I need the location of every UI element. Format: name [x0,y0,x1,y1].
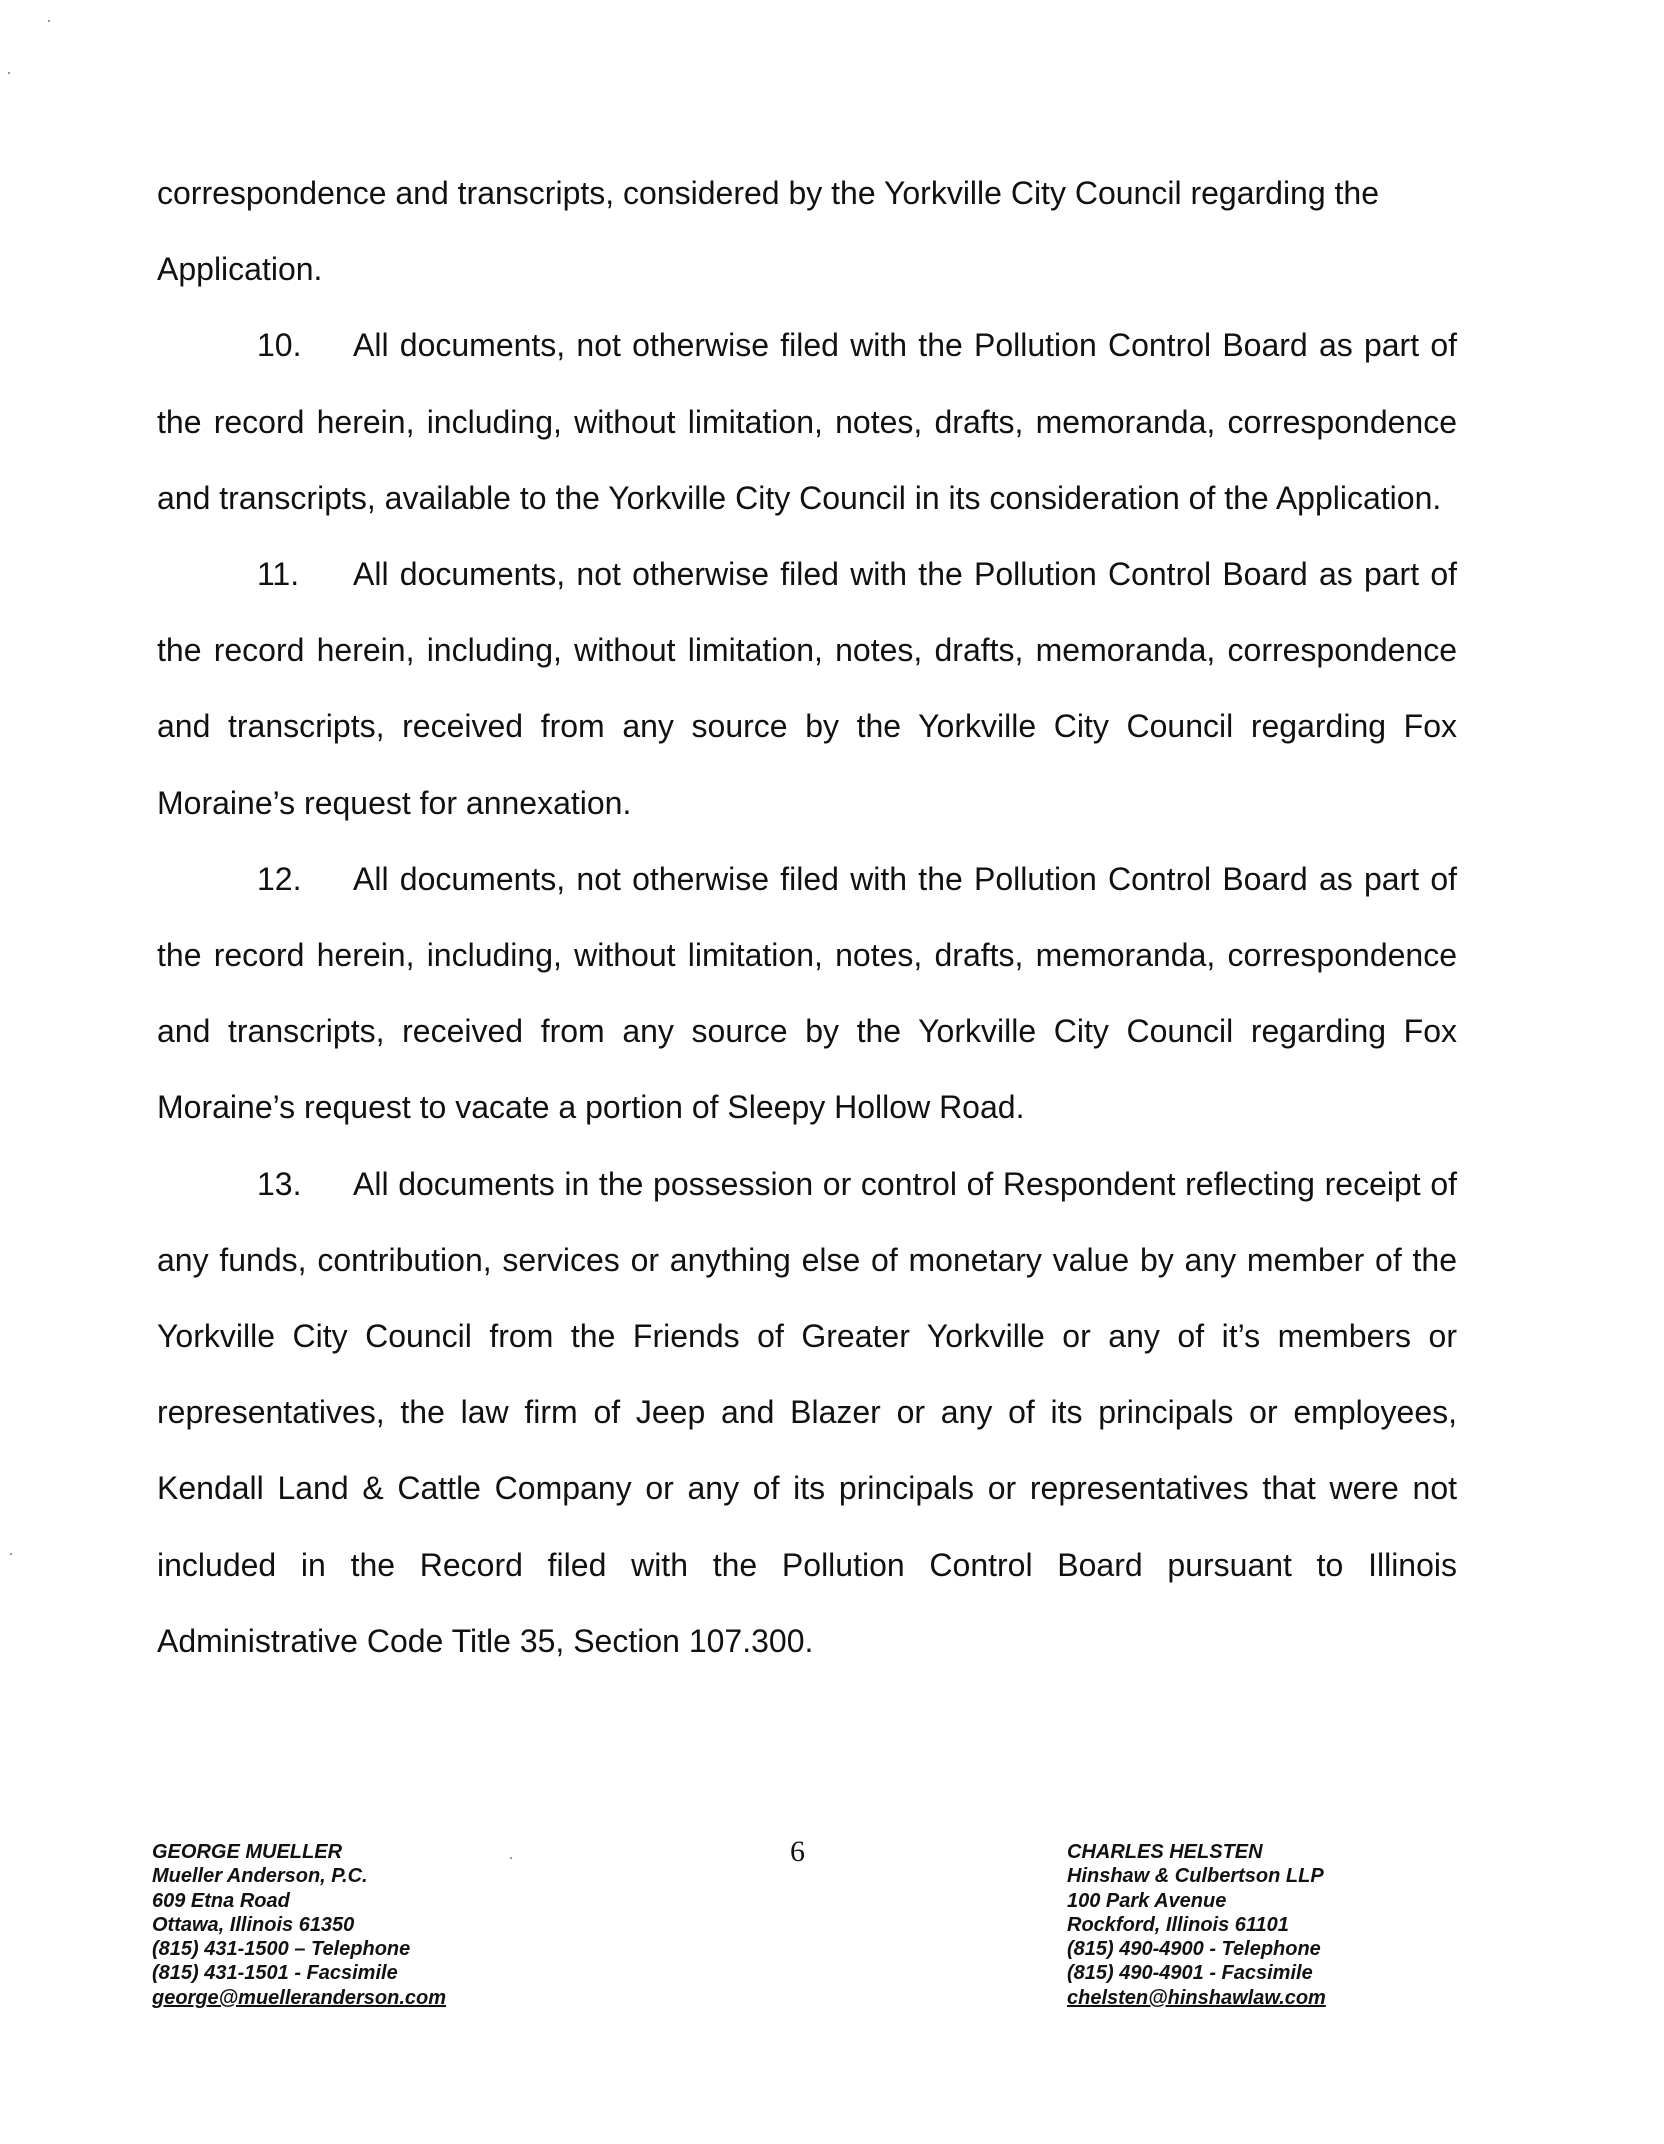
contact-street: 609 Etna Road [152,1889,290,1912]
contact-email-link[interactable]: george@muelleranderson.com [152,1986,447,2009]
page-number: 6 [790,1835,805,1868]
paragraph-13 [157,1146,1457,1679]
contact-name: GEORGE MUELLER [152,1841,343,1863]
footer-contact-right [1067,1840,1326,2010]
paragraph-text: All documents in the possession or control of Respondent reflecting receipt of any funds, contribution, services or anything else of monetary value by any member of the Yorkville City Council from the Friends of Greater Yorkville or any of it’s members or representatives, the law firm of Jeep and Blazer or any of its principals or employees, Kendall Land & Cattle Company or any of its principals or representatives that were not included in the Record filed with the Pollution Control Board pursuant to Illinois Administrative Code Title 35, Section 107.300. [157,1165,1457,1659]
paragraph-text: correspondence and transcripts, considered by the Yorkville City Council regarding the Application. [157,175,1380,288]
scan-speck [8,72,10,74]
contact-city: Rockford, Illinois 61101 [1067,1913,1289,1936]
contact-fax: (815) 490-4901 - Facsimile [1067,1962,1313,1985]
contact-email-link[interactable]: chelsten@hinshawlaw.com [1067,1986,1326,2009]
scan-speck [10,1553,12,1555]
continuation-paragraph [157,155,1457,307]
contact-fax: (815) 431-1501 - Facsimile [152,1962,398,1985]
contact-firm: Hinshaw & Culbertson LLP [1067,1865,1324,1888]
footer-contact-left [152,1840,446,2010]
contact-city: Ottawa, Illinois 61350 [152,1913,355,1936]
contact-name: CHARLES HELSTEN [1067,1841,1263,1863]
paragraph-text: All documents, not otherwise filed with the Pollution Control Board as part of the record herein, including, without limitation, notes, drafts, memoranda, correspondence and transcripts, received from any source by the Yorkville City Council regarding Fox Moraine’s request for annexation. [157,556,1457,821]
paragraph-text: All documents, not otherwise filed with the Pollution Control Board as part of the record herein, including, without limitation, notes, drafts, memoranda, correspondence and transcripts, received from any source by the Yorkville City Council regarding Fox Moraine’s request to vacate a portion of Sleepy Hollow Road. [157,860,1457,1126]
contact-firm: Mueller Anderson, P.C. [152,1865,368,1888]
paragraph-number: 13. [257,1165,302,1202]
paragraph-number: 11. [257,556,300,593]
paragraph-12 [157,841,1457,1146]
paragraph-10 [157,307,1457,536]
paragraph-11 [157,536,1457,841]
scan-speck [510,1857,512,1859]
paragraph-text: All documents, not otherwise filed with the Pollution Control Board as part of the record herein, including, without limitation, notes, drafts, memoranda, correspondence and transcripts, available to the Yorkville City Council in its consideration of the Application. [157,327,1457,516]
document-body [157,155,1457,1679]
paragraph-number: 12. [257,860,302,897]
paragraph-number: 10. [257,327,302,364]
contact-street: 100 Park Avenue [1067,1889,1227,1912]
contact-phone: (815) 431-1500 – Telephone [152,1938,411,1961]
contact-phone: (815) 490-4900 - Telephone [1067,1938,1321,1961]
scan-speck [48,20,50,22]
